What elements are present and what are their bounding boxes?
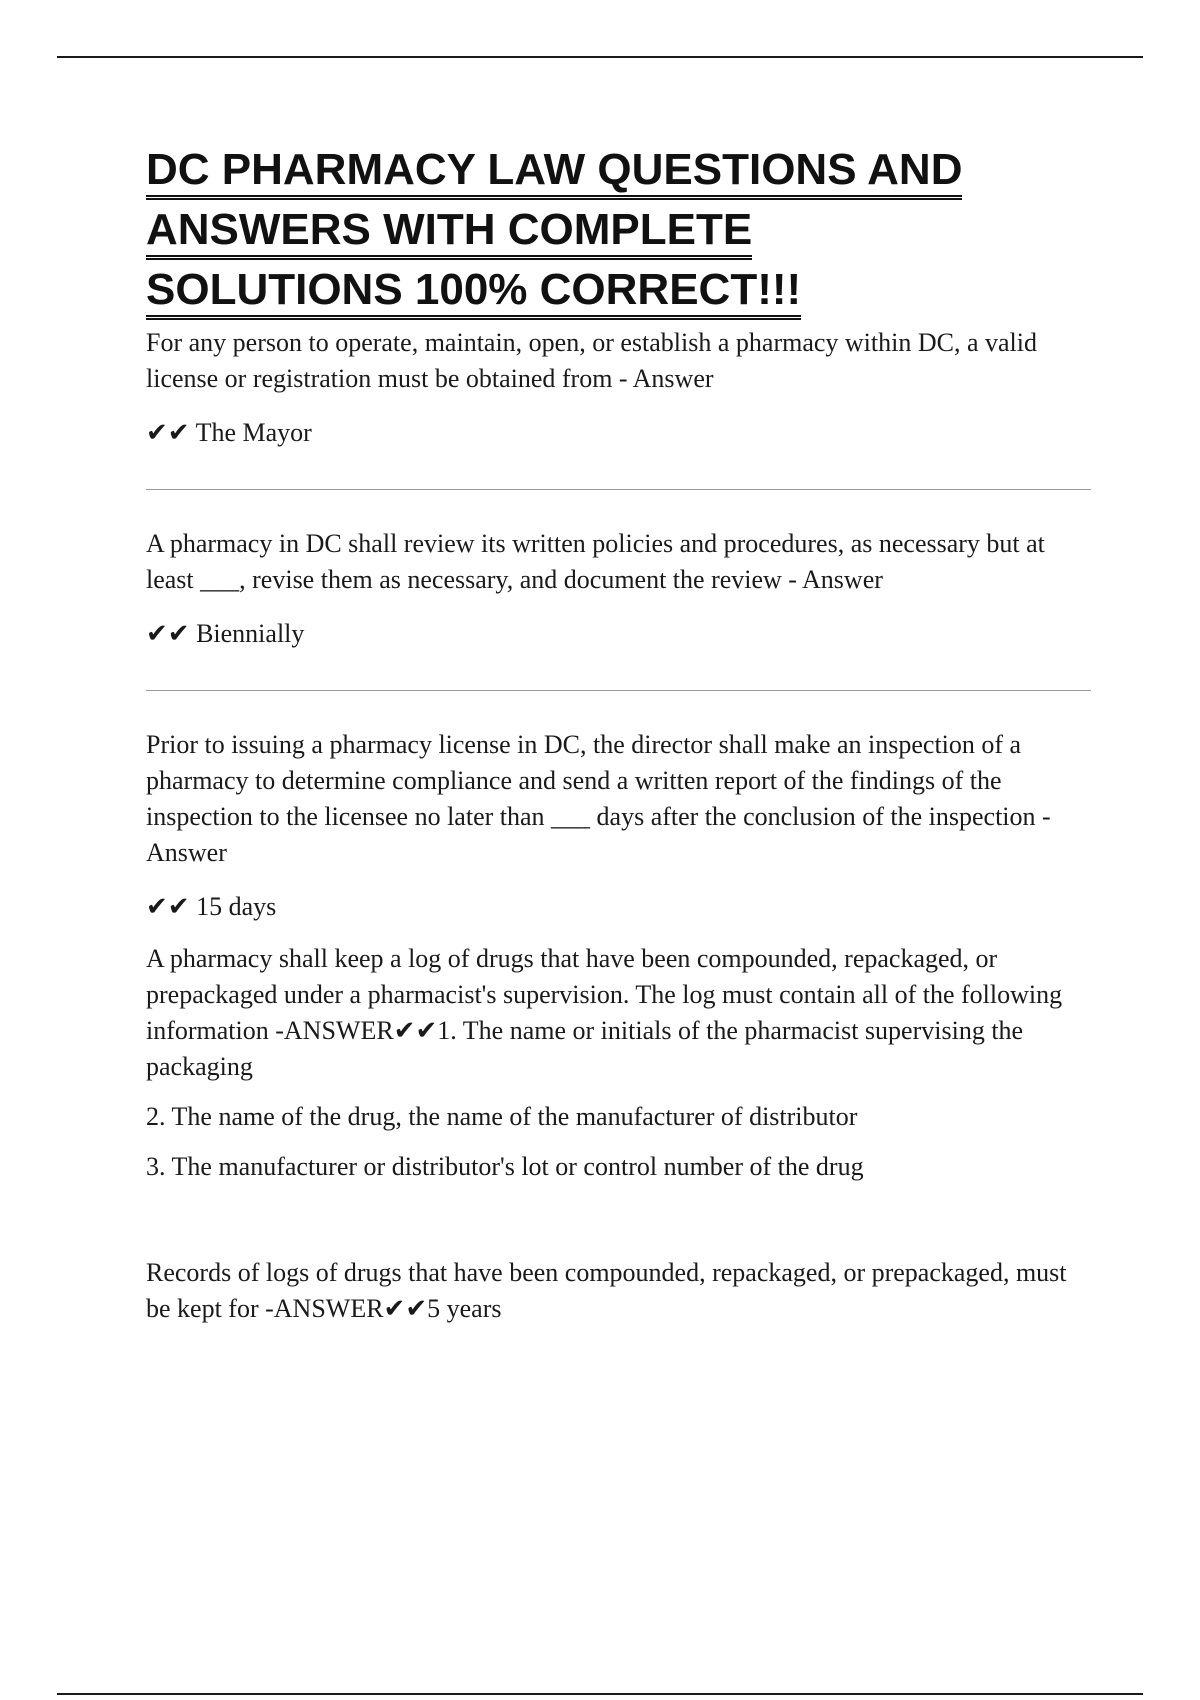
title-line: ANSWERS WITH COMPLETE [146, 205, 752, 260]
records-question-text: Records of logs of drugs that have been compounded, repackaged, or prepackaged, must be kept for -ANSWER✔✔5 years [146, 1258, 1067, 1323]
page-top-rule [57, 56, 1143, 58]
document-body [146, 145, 1096, 1327]
section-divider [146, 489, 1091, 490]
log-list-item: 2. The name of the drug, the name of the manufacturer of distributor [146, 1102, 858, 1131]
answer-text: ✔✔ The Mayor [146, 418, 312, 447]
section-divider [146, 690, 1091, 691]
log-question-text: A pharmacy shall keep a log of drugs that have been compounded, repackaged, or prepackaged under a pharmacist's supervision. The log must contain all of the following information -ANSWER✔✔1. The name or initials of the pharmacist supervising the packaging [146, 944, 1063, 1081]
title-line: SOLUTIONS 100% CORRECT!!! [146, 265, 801, 320]
question-text: For any person to operate, maintain, open, or establish a pharmacy within DC, a valid license or registration must be obtained from - Answer [146, 328, 1037, 393]
answer-text: ✔✔ 15 days [146, 892, 277, 921]
question-text: Prior to issuing a pharmacy license in DC, the director shall make an inspection of a pharmacy to determine compliance and send a written report of the findings of the inspection to the licensee no later than ___ days after the conclusion of the inspection - Answer [146, 730, 1051, 867]
log-list-item: 3. The manufacturer or distributor's lot or control number of the drug [146, 1152, 864, 1181]
answer-text: ✔✔ Biennially [146, 619, 305, 648]
title-line: DC PHARMACY LAW QUESTIONS AND [146, 145, 962, 200]
page-bottom-rule [57, 1693, 1143, 1695]
document-title [146, 145, 1096, 320]
question-text: A pharmacy in DC shall review its written policies and procedures, as necessary but at least ___, revise them as necessary, and document the review - Answer [146, 529, 1045, 594]
